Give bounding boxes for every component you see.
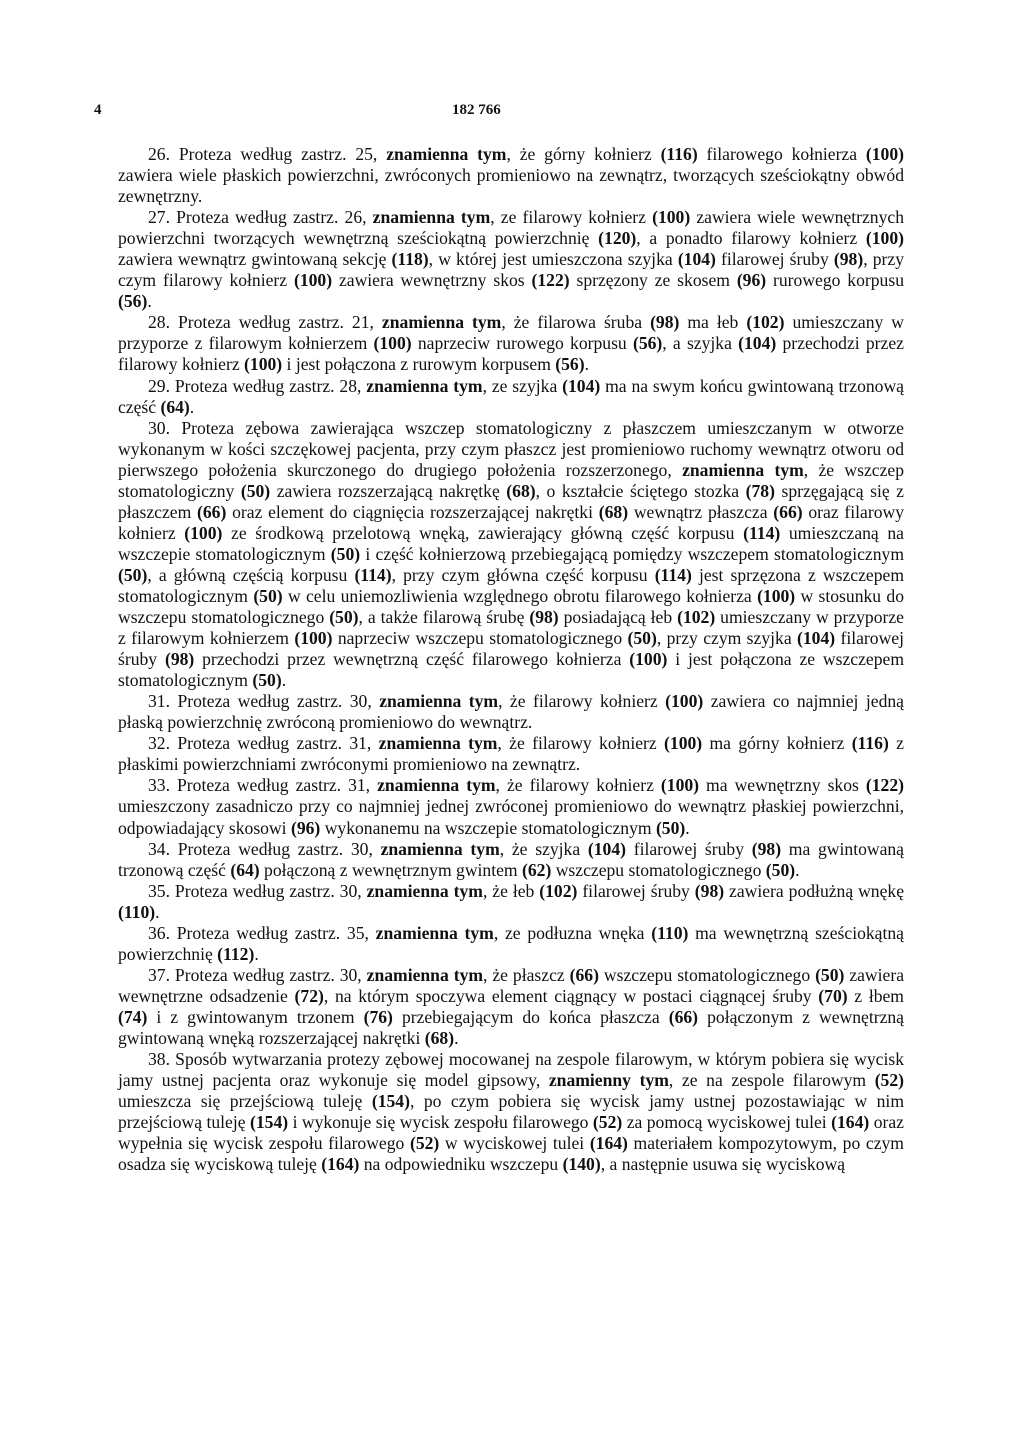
claim-text-segment: umieszczany w przyporze z filarowym kołnierzem	[118, 607, 904, 649]
claim-bold-segment: znamienna tym	[366, 375, 483, 396]
claim-text-segment: sprzęzony ze skosem	[569, 270, 737, 291]
claim-text-segment: naprzeciw wszczepu stomatologicznego	[332, 628, 628, 649]
claim-text-segment: zawiera rozszerzającą nakrętkę	[270, 480, 507, 501]
claim-text-segment: w wyciskowej tulei	[439, 1133, 590, 1154]
page-number: 4	[94, 102, 102, 118]
claim-bold-segment: (50)	[329, 607, 359, 628]
claim-text-segment: zawiera wiele płaskich powierzchni, zwróconych promieniowo na zewnątrz, tworzących sześciokątny obwód zewnętrzny.	[118, 165, 904, 207]
claim-bold-segment: (104)	[587, 838, 626, 859]
claim-bold-segment: (164)	[589, 1133, 628, 1154]
claim-bold-segment: (112)	[217, 943, 255, 964]
claim-37	[118, 965, 904, 1049]
claim-bold-segment: (100)	[652, 207, 691, 228]
claim-text-segment: z płaskimi powierzchniami zwróconymi promieniowo na zewnątrz.	[118, 733, 904, 775]
claim-text-segment: .	[281, 670, 287, 691]
claim-text-segment: w celu uniemozliwienia względnego obrotu filarowego kołnierza	[282, 585, 758, 606]
claim-text-segment: , że łeb	[482, 880, 540, 901]
claim-bold-segment: (52)	[874, 1070, 904, 1091]
claim-bold-segment: (78)	[745, 480, 775, 501]
claim-bold-segment: (100)	[629, 649, 668, 670]
claim-text-segment: naprzeciw rurowego korpusu	[411, 333, 633, 354]
claim-bold-segment: (100)	[665, 691, 704, 712]
claim-bold-segment: (114)	[743, 522, 781, 543]
claim-bold-segment: (114)	[354, 564, 392, 585]
claim-bold-segment: (100)	[757, 585, 796, 606]
claim-text-segment: filarowej śruby	[625, 838, 752, 859]
claim-text-segment: materiałem kompozytowym, po czym osadza się wyciskową tuleję	[118, 1133, 904, 1175]
claim-bold-segment: (96)	[736, 270, 767, 291]
claim-bold-segment: znamienna tym	[366, 964, 484, 985]
claim-bold-segment: (154)	[371, 1091, 410, 1112]
claim-bold-segment: (102)	[677, 607, 716, 628]
claim-text-segment: ze środkową przelotową wnęką, zawierający główną część korpusu	[222, 522, 744, 543]
claim-text-segment: umieszczany w przyporze z filarowym kołnierzem	[118, 312, 904, 354]
claim-text-segment: filarowej śruby	[577, 880, 695, 901]
claim-text-segment: .	[685, 817, 690, 838]
claim-text-segment: 36. Proteza według zastrz. 35,	[148, 922, 376, 943]
claim-text-segment: , ze podłuzna wnęka	[493, 922, 652, 943]
claim-text-segment: przebiegającym do końca płaszcza	[392, 1006, 669, 1027]
document-number: 182 766	[452, 102, 501, 118]
claim-38	[118, 1049, 904, 1175]
claim-text-segment: , że wszczep stomatologiczny	[118, 459, 905, 501]
claim-bold-segment: (74)	[118, 1006, 148, 1027]
claim-31	[118, 691, 904, 733]
claim-bold-segment: (66)	[668, 1006, 699, 1027]
claim-bold-segment: (68)	[424, 1027, 455, 1048]
claim-bold-segment: znamienna tym	[372, 207, 491, 228]
claim-bold-segment: (116)	[660, 144, 698, 164]
claim-bold-segment: (100)	[865, 144, 905, 164]
claim-bold-segment: (100)	[865, 228, 904, 249]
claim-text-segment: , a także filarową śrubę	[358, 607, 530, 628]
claim-bold-segment: znamienna tym	[381, 312, 502, 333]
claim-bold-segment: (56)	[118, 291, 148, 312]
claim-bold-segment: (62)	[522, 859, 552, 880]
claim-text-segment: przechodzi przez wewnętrzną część filarowego kołnierza	[194, 649, 630, 670]
claim-bold-segment: (52)	[592, 1112, 623, 1133]
claim-text-segment: , ze szyjka	[482, 375, 563, 396]
claim-34	[118, 839, 904, 881]
claim-text-segment: filarowej śruby	[715, 249, 834, 270]
claim-text-segment: sprzęgającą się z płaszczem	[118, 480, 904, 522]
claim-text-segment: 37. Proteza według zastrz. 30,	[148, 964, 367, 985]
claim-text-segment: w stosunku do wszczepu stomatologicznego	[118, 585, 904, 628]
claim-bold-segment: (56)	[632, 333, 663, 354]
claim-text-segment: umieszczaną na wszczepie stomatologicznym	[118, 522, 904, 564]
claim-text-segment: umieszcza się przejściową tuleję	[118, 1091, 372, 1112]
claim-text-segment: , że szyjka	[499, 838, 588, 859]
claim-text-segment: .	[584, 354, 589, 375]
claim-bold-segment: (68)	[506, 480, 536, 501]
claim-text-segment: , na którym spoczywa element ciągnący w postaci ciągnącej śruby	[323, 985, 819, 1006]
claim-bold-segment: (50)	[240, 480, 271, 501]
claim-32	[118, 733, 904, 775]
claim-bold-segment: (118)	[391, 249, 429, 270]
claim-bold-segment: (98)	[833, 249, 864, 270]
claim-bold-segment: (154)	[250, 1112, 289, 1133]
claim-bold-segment: (122)	[865, 775, 905, 796]
claim-30	[118, 418, 904, 692]
claim-33	[118, 775, 904, 838]
claim-text-segment: 27. Proteza według zastrz. 26,	[148, 207, 373, 228]
claim-bold-segment: (96)	[290, 817, 321, 838]
claim-text-segment: zawiera wewnętrzne odsadzenie	[118, 964, 905, 1006]
claim-text-segment: .	[189, 396, 195, 417]
claim-text-segment: , ze na zespole filarowym	[668, 1070, 875, 1091]
claim-text-segment: jest sprzęzona z wszczepem stomatologicznym	[118, 564, 904, 606]
claim-bold-segment: (50)	[118, 564, 148, 585]
claim-bold-segment: (110)	[118, 901, 156, 922]
claim-bold-segment: (100)	[184, 522, 223, 543]
claim-bold-segment: (98)	[650, 312, 680, 333]
claim-bold-segment: (140)	[562, 1154, 601, 1175]
claim-bold-segment: (100)	[660, 775, 700, 796]
claim-text-segment: 29. Proteza według zastrz. 28,	[148, 375, 367, 396]
claim-text-segment: , w której jest umieszczona szyjka	[428, 249, 678, 270]
claim-text-segment: , że filarowy kołnierz	[497, 733, 665, 754]
claim-27	[118, 207, 904, 312]
claim-29	[118, 376, 904, 418]
claim-bold-segment: znamienna tym	[682, 459, 804, 480]
claim-text-segment: 32. Proteza według zastrz. 31,	[148, 733, 379, 754]
claim-bold-segment: (98)	[164, 649, 195, 670]
claim-text-segment: zawiera wiele wewnętrznych powierzchni tworzących wewnętrzną sześciokątną powierzchnię	[118, 207, 905, 249]
claim-text-segment: , że płaszcz	[483, 964, 570, 985]
claim-text-segment: i jest połączona ze wszczepem stomatologicznym	[118, 649, 905, 691]
claim-text-segment: .	[147, 291, 152, 312]
claim-text-segment: z łbem	[847, 985, 904, 1006]
claim-text-segment: za pomocą wyciskowej tulei	[622, 1112, 832, 1133]
claim-bold-segment: (98)	[694, 880, 725, 901]
claim-bold-segment: (102)	[539, 880, 578, 901]
claim-bold-segment: (66)	[569, 964, 599, 985]
claim-text-segment: i wykonuje się wycisk zespołu filarowego	[288, 1112, 593, 1133]
claim-text-segment: filarowego kołnierza	[697, 144, 866, 164]
claim-bold-segment: znamienna tym	[378, 733, 498, 754]
claim-text-segment: i część kołnierzową przebiegającą pomiędzy wszczepem stomatologicznym	[360, 543, 904, 564]
claim-text-segment: ma gwintowaną trzonową część	[118, 838, 904, 880]
claim-26	[118, 144, 904, 207]
claim-text-segment: i jest połączona z rurowym korpusem	[282, 354, 556, 375]
claim-text-segment: , o kształcie ściętego stozka	[535, 480, 746, 501]
claim-bold-segment: (102)	[746, 312, 785, 333]
claim-text-segment: umieszczony zasadniczo przy co najmniej jednej zwróconej promieniowo do wewnątrz płaskiej powierzchni, odpowiadający skosowi	[118, 796, 904, 838]
claim-text-segment: 38. Sposób wytwarzania protezy zębowej mocowanej na zespole filarowym, w którym pobiera się wycisk jamy ustnej pacjenta oraz wykonuje się model gipsowy,	[118, 1049, 904, 1091]
claim-text-segment: , a główną częścią korpusu	[147, 564, 355, 585]
claim-bold-segment: (66)	[773, 501, 803, 522]
claim-text-segment: na odpowiedniku wszczepu	[359, 1154, 563, 1175]
claim-text-segment: zawiera wewnątrz gwintowaną sekcję	[118, 249, 392, 270]
claim-bold-segment: znamienna tym	[377, 775, 496, 796]
claim-text-segment: zawiera podłużną wnękę	[724, 880, 904, 901]
claim-36	[118, 923, 904, 965]
claim-bold-segment: (98)	[751, 838, 782, 859]
claim-bold-segment: (64)	[160, 396, 190, 417]
claim-bold-segment: (50)	[655, 817, 686, 838]
claim-bold-segment: (100)	[244, 354, 283, 375]
claim-bold-segment: (76)	[363, 1006, 393, 1027]
claim-35	[118, 881, 904, 923]
claim-bold-segment: (100)	[373, 333, 412, 354]
claim-text-segment: ma wewnętrzny skos	[699, 775, 866, 796]
claim-bold-segment: znamienna tym	[366, 880, 483, 901]
claim-bold-segment: znamienna tym	[386, 144, 507, 164]
claim-bold-segment: (164)	[321, 1154, 360, 1175]
claim-text-segment: .	[795, 859, 800, 880]
claim-text-segment: 35. Proteza według zastrz. 30,	[148, 880, 367, 901]
claim-text-segment: .	[155, 901, 160, 922]
claim-bold-segment: (114)	[654, 564, 692, 585]
claim-text-segment: 33. Proteza według zastrz. 31,	[148, 775, 378, 796]
claim-text-segment: wszczepu stomatologicznego	[598, 964, 816, 985]
claim-text-segment: , a ponadto filarowy kołnierz	[636, 228, 866, 249]
claim-bold-segment: znamienna tym	[375, 922, 494, 943]
claim-text-segment: ma wewnętrzną sześciokątną powierzchnię	[118, 922, 904, 964]
claim-text-segment: ma łeb	[679, 312, 747, 333]
claim-text-segment: , a szyjka	[662, 333, 739, 354]
claim-bold-segment: (100)	[293, 270, 333, 291]
claim-text-segment: , że filarowa śruba	[501, 312, 651, 333]
claim-bold-segment: (72)	[294, 985, 324, 1006]
claim-text-segment: .	[454, 1027, 459, 1048]
claim-bold-segment: (56)	[555, 354, 585, 375]
claim-bold-segment: (70)	[818, 985, 848, 1006]
claim-text-segment: 30. Proteza zębowa zawierająca wszczep stomatologiczny z płaszczem umieszczanym w otworze wykonanym w kości szczękowej pacjenta, przy czym płaszcz jest promieniowo ruchomy wewnątrz otworu od pierwszego położenia skurczonego do drugiego położenia rozszerzonego,	[118, 417, 904, 480]
claims-list	[118, 144, 904, 1175]
claim-text-segment: połączonym z wewnętrzną gwintowaną wnęką rozszerzającej nakrętki	[118, 1006, 904, 1048]
claim-bold-segment: (100)	[664, 733, 703, 754]
claim-text-segment: 28. Proteza według zastrz. 21,	[148, 312, 382, 333]
claim-text-segment: rurowego korpusu	[766, 270, 904, 291]
claim-text-segment: , że filarowy kołnierz	[498, 691, 666, 712]
claim-text-segment: i z gwintowanym trzonem	[147, 1006, 364, 1027]
claim-text-segment: wewnątrz płaszcza	[628, 501, 774, 522]
claim-text-segment: połączoną z wewnętrznym gwintem	[259, 859, 522, 880]
claim-28	[118, 312, 904, 375]
claim-text-segment: , a następnie usuwa się wyciskową	[600, 1154, 846, 1175]
claim-text-segment: , przy czym filarowy kołnierz	[118, 249, 905, 291]
claim-text-segment: przechodzi przez filarowy kołnierz	[118, 333, 904, 375]
claim-text-segment: wykonanemu na wszczepie stomatologicznym	[320, 817, 656, 838]
claim-text-segment: wszczepu stomatologicznego	[551, 859, 766, 880]
claim-bold-segment: znamienna tym	[379, 691, 499, 712]
claim-bold-segment: (50)	[252, 670, 282, 691]
claim-bold-segment: (104)	[562, 375, 601, 396]
claim-text-segment: , ze filarowy kołnierz	[490, 207, 653, 228]
claim-text-segment: , przy czym główna część korpusu	[391, 564, 655, 585]
claim-bold-segment: (52)	[409, 1133, 440, 1154]
claim-bold-segment: (68)	[598, 501, 629, 522]
claim-text-segment: , po czym pobiera się wycisk jamy ustnej pozostawiając w nim przejściową tuleję	[118, 1091, 905, 1133]
claim-text-segment: zawiera wewnętrzny skos	[332, 270, 532, 291]
claim-bold-segment: (104)	[797, 628, 836, 649]
claim-bold-segment: (66)	[197, 501, 227, 522]
claim-text-segment: oraz element do ciągnięcia rozszerzającej nakrętki	[226, 501, 599, 522]
claim-text-segment: 31. Proteza według zastrz. 30,	[148, 691, 380, 712]
claim-text-segment: zawiera co najmniej jedną płaską powierzchnię zwróconą promieniowo do wewnątrz.	[118, 691, 904, 733]
claim-text-segment: .	[254, 943, 259, 964]
claim-bold-segment: znamienna tym	[380, 838, 500, 859]
claim-bold-segment: (164)	[831, 1112, 870, 1133]
claim-bold-segment: (50)	[765, 859, 796, 880]
claim-bold-segment: znamienny tym	[548, 1070, 669, 1091]
claim-bold-segment: (64)	[230, 859, 260, 880]
claim-bold-segment: (120)	[598, 228, 637, 249]
claim-bold-segment: (50)	[627, 628, 657, 649]
claim-text-segment: 26. Proteza według zastrz. 25,	[148, 144, 387, 164]
claim-text-segment: filarowej śruby	[118, 628, 904, 670]
claim-bold-segment: (50)	[815, 964, 845, 985]
claim-bold-segment: (110)	[651, 922, 689, 943]
claim-text-segment: , że górny kołnierz	[506, 144, 661, 164]
claim-text-segment: oraz wypełnia się wycisk zespołu filarowego	[118, 1112, 904, 1154]
claim-text-segment: , że filarowy kołnierz	[495, 775, 661, 796]
claim-text-segment: , przy czym szyjka	[656, 628, 797, 649]
claim-text-segment: posiadającą łeb	[558, 607, 678, 628]
claim-text-segment: 34. Proteza według zastrz. 30,	[148, 838, 381, 859]
claim-text-segment: ma górny kołnierz	[702, 733, 852, 754]
claim-bold-segment: (50)	[330, 543, 361, 564]
claim-text-segment: ma na swym końcu gwintowaną trzonową część	[118, 375, 904, 417]
claim-text-segment: oraz filarowy kołnierz	[118, 501, 904, 543]
claim-bold-segment: (122)	[531, 270, 570, 291]
claim-bold-segment: (104)	[738, 333, 777, 354]
claim-bold-segment: (116)	[851, 733, 889, 754]
claim-bold-segment: (98)	[529, 607, 559, 628]
claim-bold-segment: (100)	[294, 628, 333, 649]
claim-bold-segment: (104)	[677, 249, 716, 270]
claim-bold-segment: (50)	[253, 585, 283, 606]
